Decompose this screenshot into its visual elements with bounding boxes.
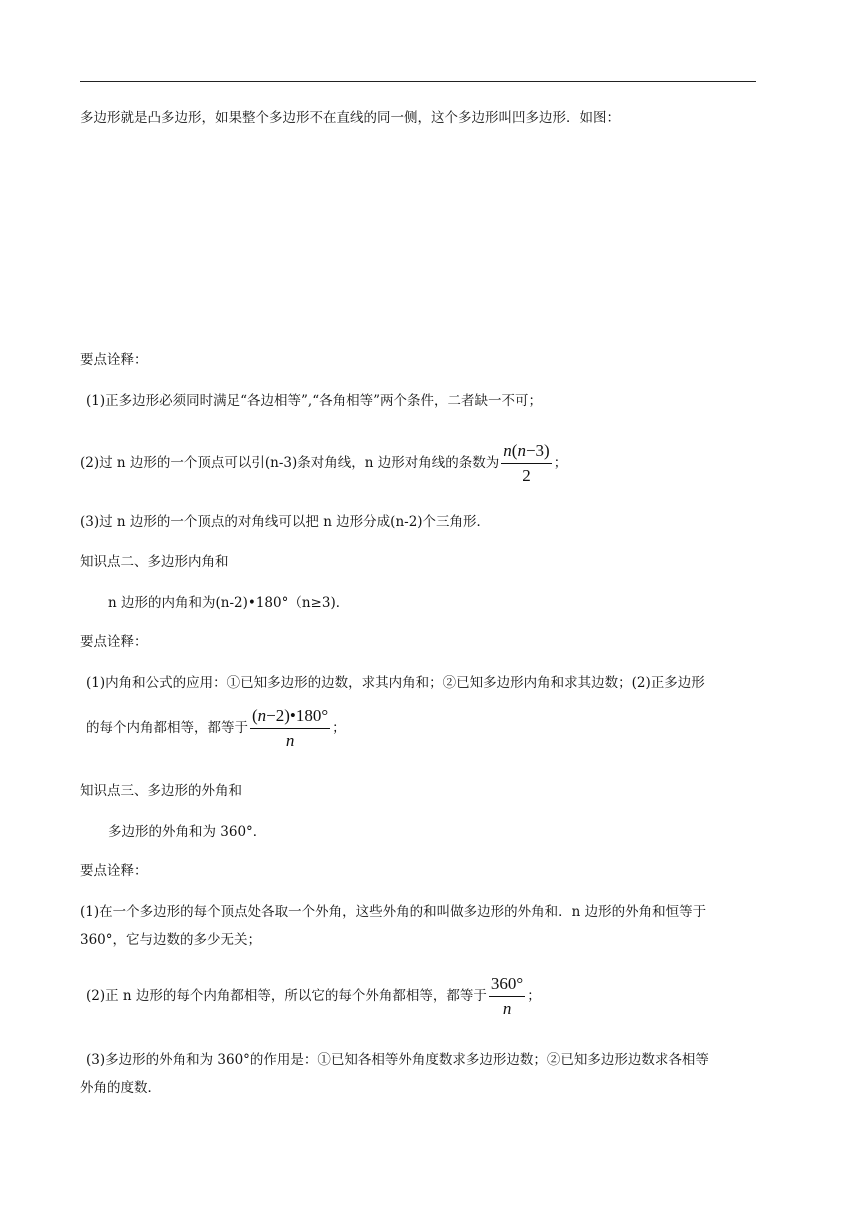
note-3-1a: (1)在一个多边形的每个顶点处各取一个外角，这些外角的和叫做多边形的外角和．n 边形的外角和恒等于 — [80, 904, 707, 920]
figure-placeholder — [80, 140, 756, 330]
fraction-denominator: 2 — [522, 466, 531, 485]
kp3-formula: 多边形的外角和为 360°． — [108, 824, 267, 840]
note-2-2-prefix: 的每个内角都相等，都等于 — [86, 720, 248, 736]
note-1-2-prefix: (2)过 n 边形的一个顶点可以引(n-3)条对角线，n 边形对角线的条数为 — [80, 455, 500, 471]
kp3-title: 知识点三、多边形的外角和 — [80, 783, 242, 799]
exterior-angle-fraction — [489, 974, 525, 1019]
kp2-formula: n 边形的内角和为(n-2)•180°（n≥3)． — [108, 595, 350, 611]
notes-heading-2: 要点诠释： — [80, 634, 148, 650]
note-1-2 — [80, 440, 567, 486]
note-3-3a: (3)多边形的外角和为 360°的作用是：①已知各相等外角度数求多边形边数；②已知多边形边数求各相等 — [86, 1052, 709, 1068]
note-2-1: (1)内角和公式的应用：①已知多边形的边数，求其内角和；②已知多边形内角和求其边数；(2)正多边形 — [86, 675, 705, 691]
fraction-numerator: n(n−3) — [501, 441, 551, 464]
note-1-3: (3)过 n 边形的一个顶点的对角线可以把 n 边形分成(n-2)个三角形． — [80, 514, 491, 530]
notes-heading-3: 要点诠释： — [80, 863, 148, 879]
intro-text: 多边形就是凸多边形，如果整个多边形不在直线的同一侧，这个多边形叫凹多边形．如图： — [80, 110, 620, 126]
fraction-numerator: (n−2)•180° — [250, 706, 330, 729]
fraction-denominator: n — [285, 731, 295, 750]
note-3-1b: 360°，它与边数的多少无关； — [80, 932, 262, 948]
note-3-3b: 外角的度数． — [80, 1080, 161, 1096]
note-1-1: (1)正多边形必须同时满足“各边相等”,“各角相等”两个条件，二者缺一不可； — [86, 393, 543, 409]
kp2-title: 知识点二、多边形内角和 — [80, 554, 229, 570]
header-rule — [80, 81, 756, 82]
note-3-2 — [86, 973, 541, 1019]
note-3-2-prefix: (2)正 n 边形的每个内角都相等，所以它的每个外角都相等，都等于 — [86, 988, 487, 1004]
note-1-2-suffix: ； — [553, 455, 568, 471]
note-3-2-suffix: ； — [527, 988, 541, 1004]
notes-heading-1: 要点诠释： — [80, 352, 148, 368]
note-2-2-suffix: ； — [332, 720, 346, 736]
fraction-numerator: 360° — [489, 974, 525, 997]
note-2-2 — [86, 705, 346, 751]
interior-angle-fraction — [250, 706, 330, 751]
diagonal-count-fraction — [501, 441, 551, 486]
fraction-denominator: n — [502, 999, 512, 1018]
